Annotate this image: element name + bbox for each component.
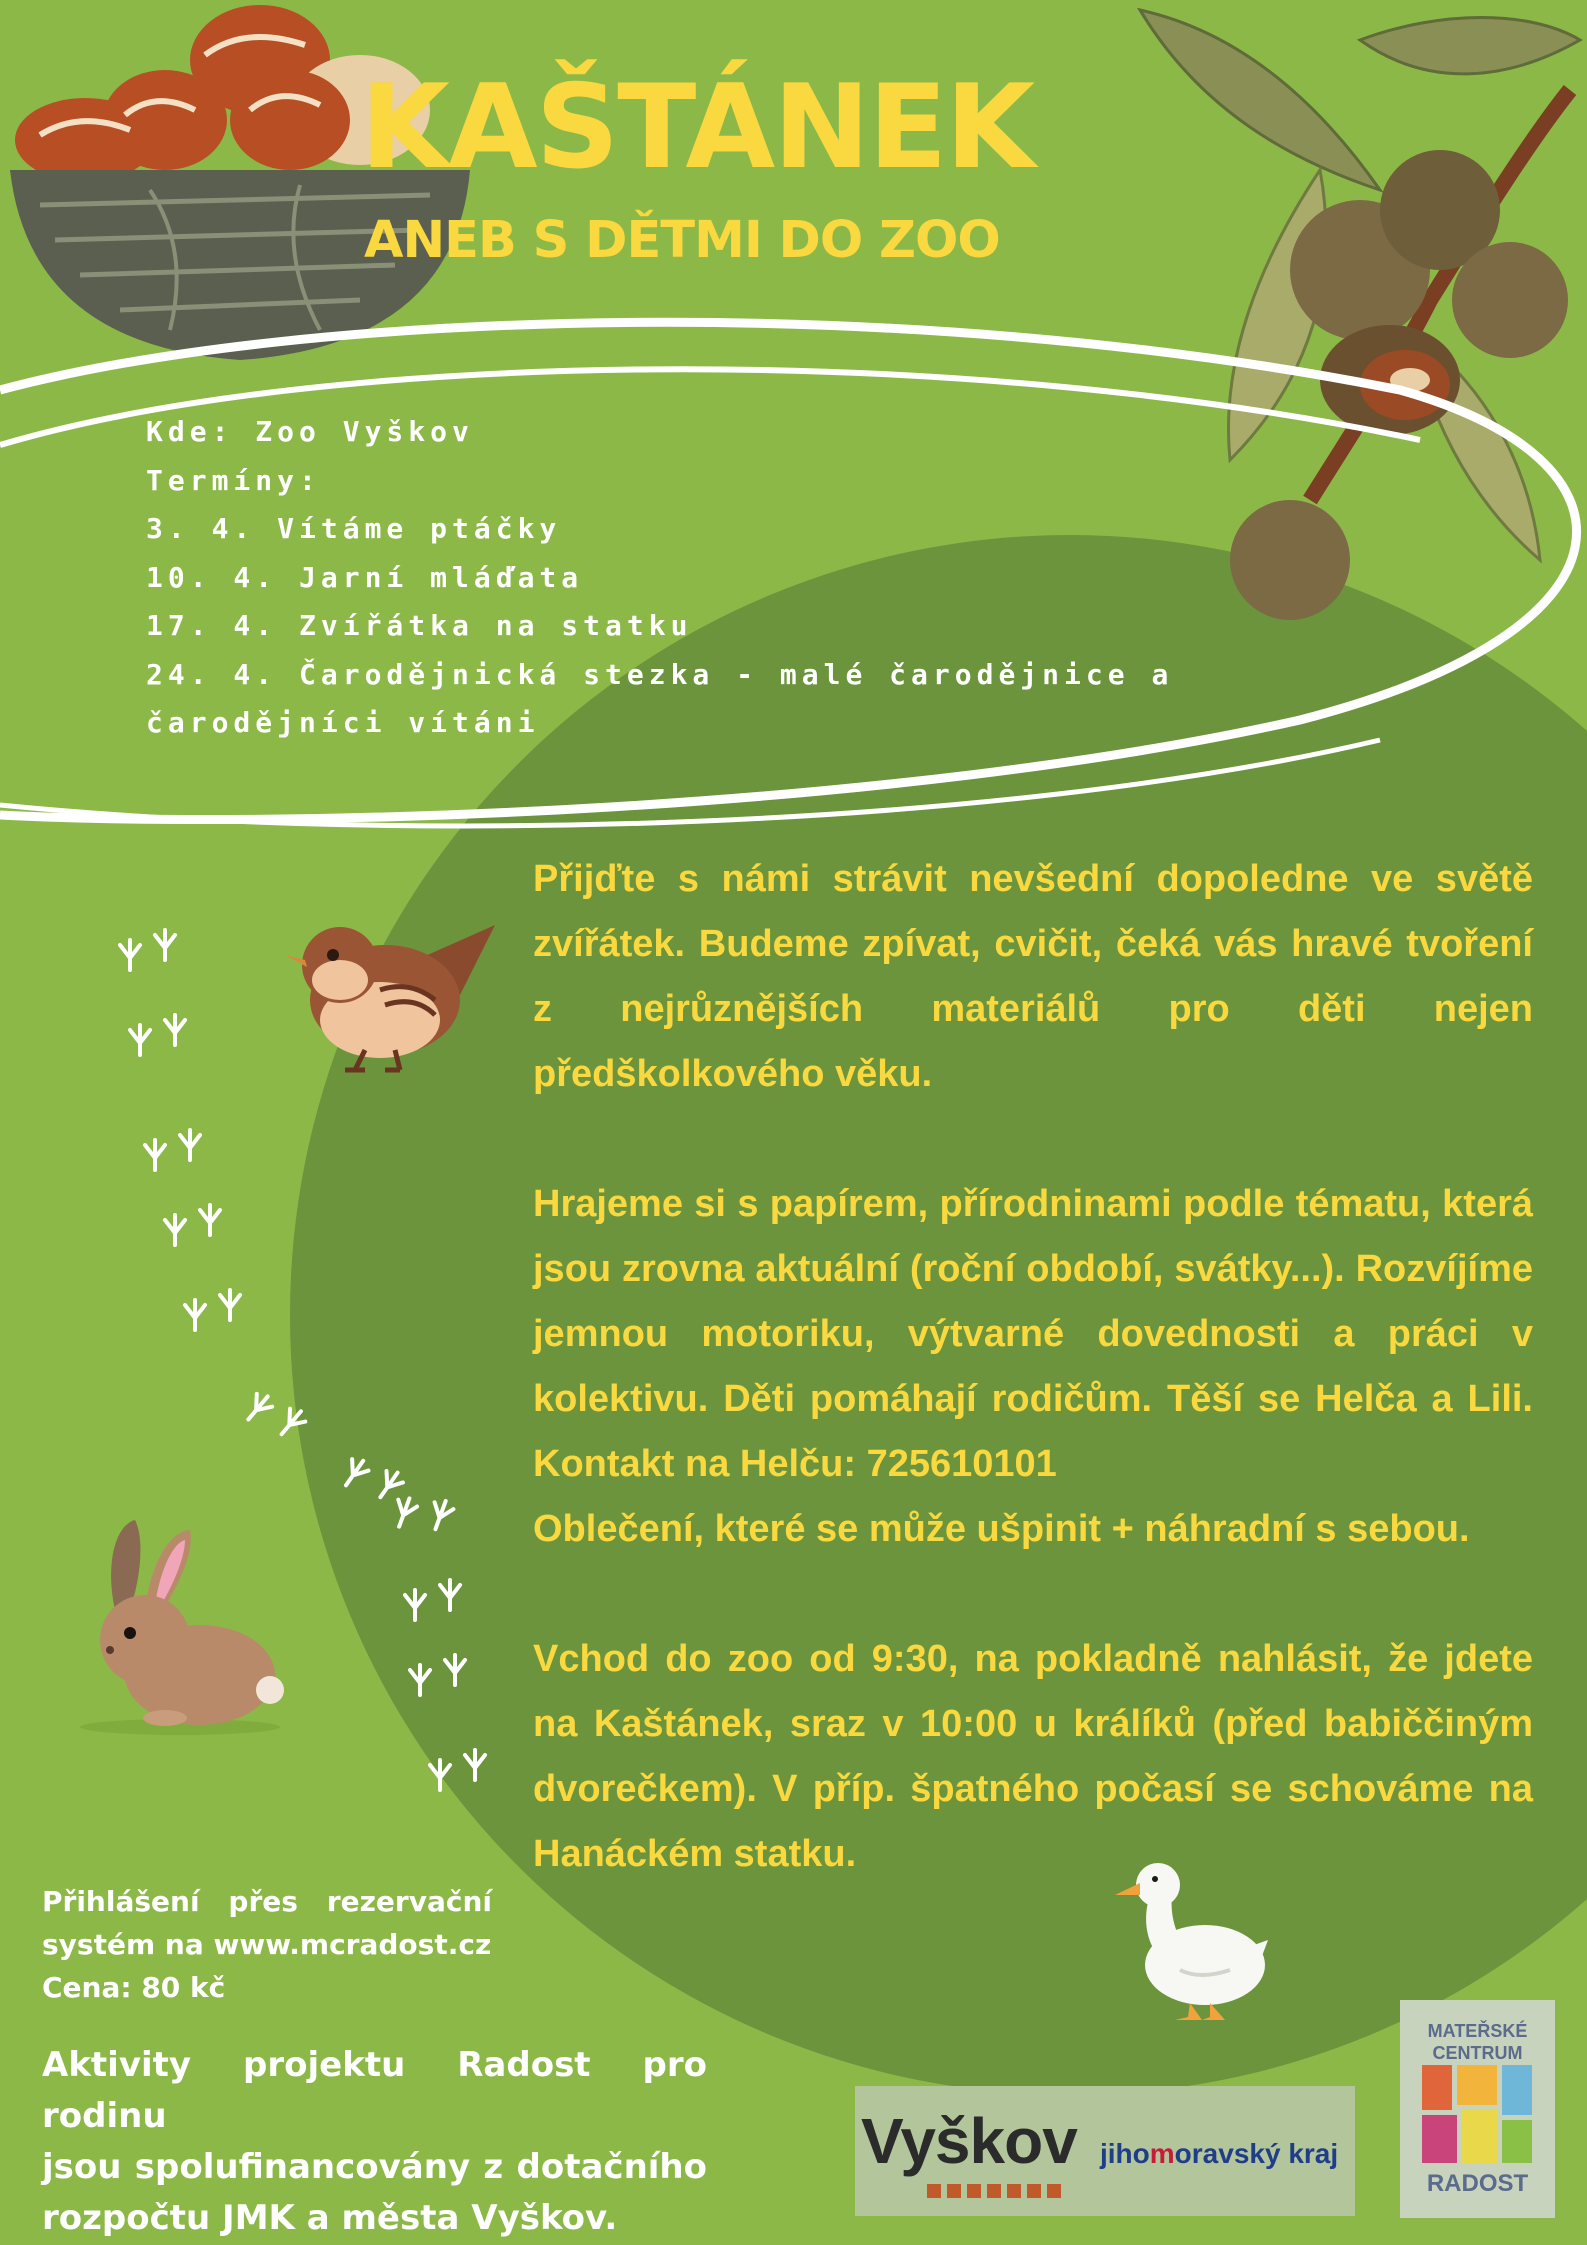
paragraph-intro: Přijďte s námi strávit nevšední dopoledne ve světě zvířátek. Budeme zpívat, cvičit, čeká vás hravé tvoření z nejrůznějších materiálů pro děti nejen předškolkového věku. bbox=[533, 858, 1533, 1095]
paragraph-meeting: Vchod do zoo od 9:30, na pokladně nahlásit, že jdete na Kaštánek, sraz v 10:00 u králíků (před babiččiným dvorečkem). V příp. špatného počasí se schováme na Hanáckém statku. bbox=[533, 1638, 1533, 1875]
description bbox=[533, 847, 1533, 1887]
event-info bbox=[146, 408, 1276, 748]
date-item: 17. 4. Zvířátka na statku bbox=[146, 609, 693, 642]
funding-line: jsou spolufinancovány z dotačního bbox=[42, 2147, 707, 2187]
date-item: 10. 4. Jarní mláďata bbox=[146, 560, 584, 594]
jmk-logo: jihomoravský kraj bbox=[1100, 2138, 1339, 2169]
paragraph-activities bbox=[533, 1172, 1533, 1562]
registration-line: Přihlášení přes rezervační bbox=[42, 1885, 492, 1918]
funding-note bbox=[42, 2040, 707, 2244]
price: Cena: 80 kč bbox=[42, 1971, 226, 2004]
clothing-note: Oblečení, které se může ušpinit + náhradní s sebou. bbox=[533, 1508, 1470, 1550]
funding-line: rozpočtu JMK a města Vyškov. bbox=[42, 2198, 618, 2238]
page-subtitle: ANEB S DĚTMI DO ZOO bbox=[364, 211, 1000, 270]
bird-footprints bbox=[100, 915, 500, 1815]
page-title: KAŠTÁNEK bbox=[360, 60, 1034, 195]
funding-line: Aktivity projektu Radost pro rodinu bbox=[42, 2045, 707, 2136]
paragraph-activities-text: Hrajeme si s papírem, přírodninami podle tématu, která jsou zrovna aktuální (roční období, svátky...). Rozvíjíme jemnou motoriku, výtvarné dovednosti a práci v kolektivu. Děti pomáhají rodičům. Těší se Helča a Lili. Kontakt na Helču: 725610101 bbox=[533, 1183, 1533, 1485]
mc-radost-logo: MATEŘSKÉ CENTRUM RADOST bbox=[1400, 2000, 1555, 2218]
dates-label: Termíny: bbox=[146, 463, 321, 497]
sponsor-logos bbox=[855, 2086, 1355, 2216]
vyskov-logo-stripes bbox=[927, 2184, 1061, 2198]
date-item: 3. 4. Vítáme ptáčky bbox=[146, 512, 562, 545]
date-item: 24. 4. Čarodějnická stezka - malé čarodějnice a čarodějníci vítáni bbox=[146, 657, 1174, 739]
registration-info bbox=[42, 1880, 492, 2009]
place-line: Kde: Zoo Vyškov bbox=[146, 415, 474, 448]
registration-website: systém na www.mcradost.cz bbox=[42, 1928, 492, 1961]
vyskov-logo: Vyškov bbox=[861, 2105, 1077, 2177]
